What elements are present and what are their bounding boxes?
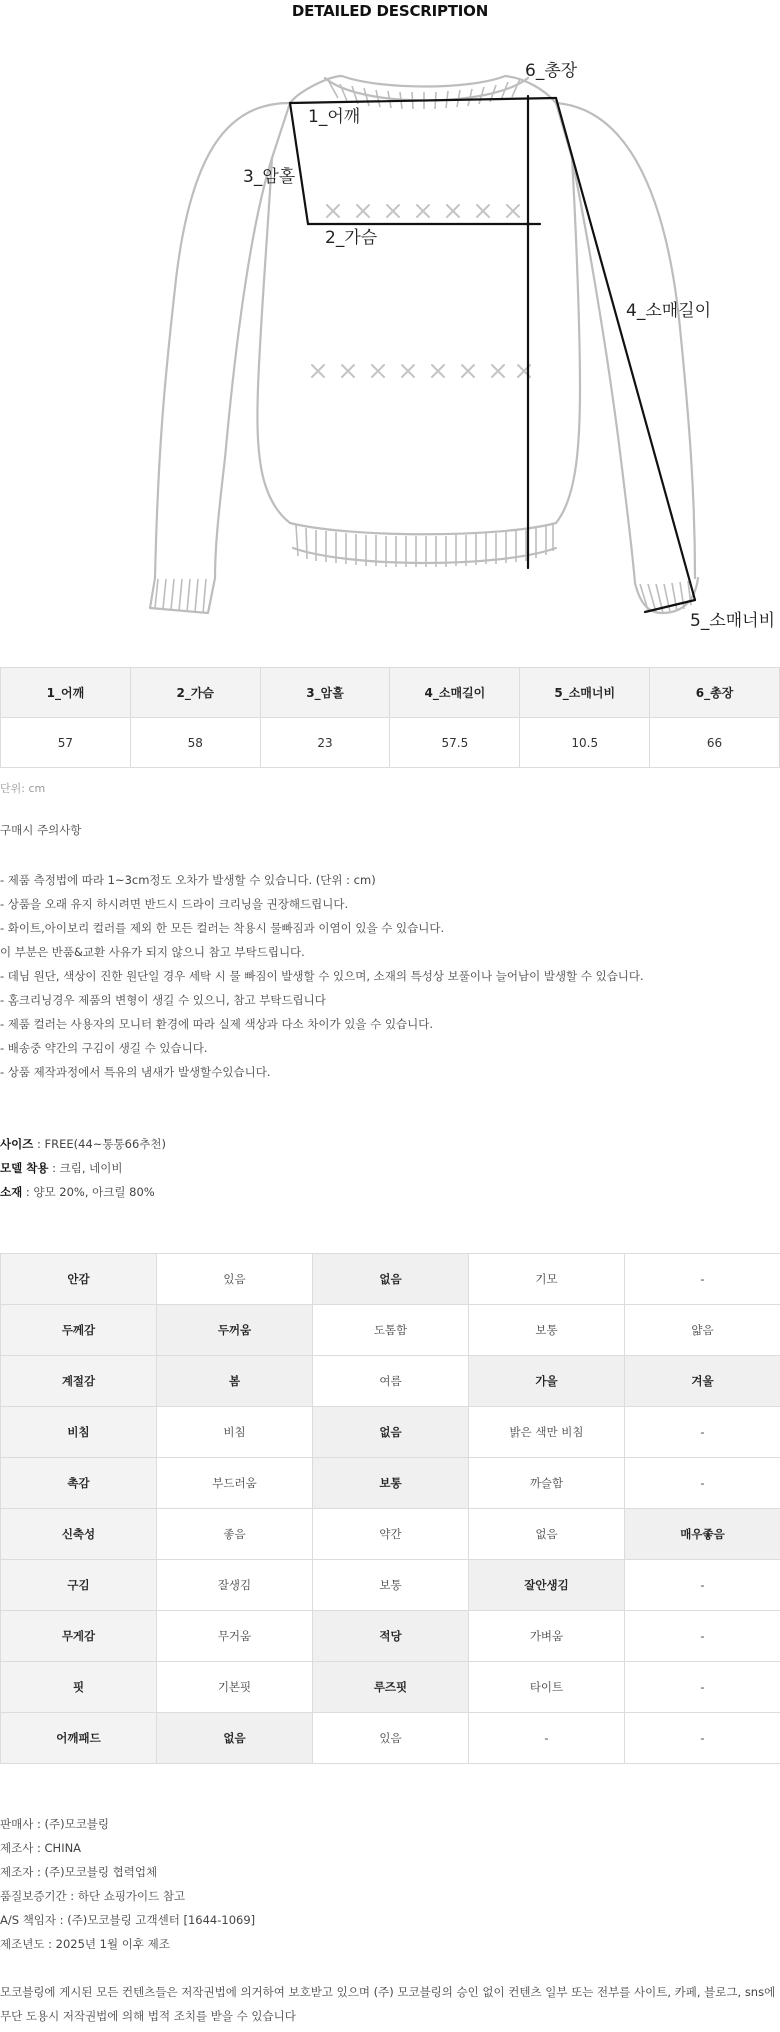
feature-option-selected: 루즈핏 [313,1662,469,1713]
label-sleeve-length: 4_소매길이 [626,301,712,321]
notice-line: - 데님 원단, 색상이 진한 원단일 경우 세탁 시 물 빠짐이 발생할 수 있으며, 소재의 특성상 보풀이나 늘어남이 발생할 수 있습니다. [0,969,644,983]
feature-option: 보통 [469,1305,625,1356]
feature-option: - [469,1713,625,1764]
feature-option: 무거움 [157,1611,313,1662]
size-header-cell: 1_어깨 [1,668,131,718]
feature-option: 있음 [313,1713,469,1764]
shoulder-line [290,98,556,103]
spec-size [0,1132,166,1156]
info-line: 제조년도 : 2025년 1월 이후 제조 [0,1937,170,1951]
feature-option: 도톰함 [313,1305,469,1356]
feature-name: 두께감 [1,1305,157,1356]
feature-option-selected: 겨울 [625,1356,780,1407]
feature-row [1,1713,780,1764]
feature-option: 가벼움 [469,1611,625,1662]
product-spec [0,1132,166,1204]
size-value-cell: 10.5 [520,718,650,768]
page-title: DETAILED DESCRIPTION [291,2,489,20]
size-value-cell: 23 [260,718,390,768]
feature-option: 잘생김 [157,1560,313,1611]
feature-option: 없음 [469,1509,625,1560]
size-header-row [1,668,780,718]
feature-row [1,1407,780,1458]
notice-line: - 상품을 오래 유지 하시려면 반드시 드라이 크리닝을 권장해드립니다. [0,897,349,911]
feature-option-selected: 매우좋음 [625,1509,780,1560]
info-line: 판매사 : (주)모코블링 [0,1817,110,1831]
feature-name: 구김 [1,1560,157,1611]
size-value-cell: 57 [1,718,131,768]
size-table [0,667,780,768]
feature-option: 보통 [313,1560,469,1611]
notice-title: 구매시 주의사항 [0,823,82,837]
feature-name: 안감 [1,1254,157,1305]
feature-option: - [625,1560,780,1611]
spec-material-label: 소재 [0,1185,23,1199]
sweater-illustration [0,28,780,643]
label-shoulder: 1_어깨 [308,107,361,127]
size-value-cell: 66 [650,718,780,768]
feature-option-selected: 두꺼움 [157,1305,313,1356]
spec-material-value: : 양모 20%, 아크릴 80% [22,1185,155,1199]
size-value-cell: 58 [130,718,260,768]
feature-row [1,1356,780,1407]
size-header-cell: 4_소매길이 [390,668,520,718]
notice-line: 이 부분은 반품&교환 사유가 되지 않으니 참고 부탁드립니다. [0,945,305,959]
copyright-notice: 모코블링에 게시된 모든 컨텐츠들은 저작권법에 의거하여 보호받고 있으며 (주) 모코블링의 승인 없이 컨텐츠 일부 또는 전부를 사이트, 카페, 블로그, sns에 무단 도용시 저작권법에 의해 법적 조치를 받을 수 있습니다 [0,1985,776,2023]
notice-line: - 제품 컬러는 사용자의 모니터 환경에 따라 실제 색상과 다소 차이가 있을 수 있습니다. [0,1017,434,1031]
notice-line: - 배송중 약간의 구김이 생길 수 있습니다. [0,1041,208,1055]
feature-option-selected: 보통 [313,1458,469,1509]
sleeve-length-line [556,98,695,600]
label-cuff-width: 5_소매너비 [690,611,776,631]
feature-name: 신축성 [1,1509,157,1560]
feature-name: 무게감 [1,1611,157,1662]
feature-option: 여름 [313,1356,469,1407]
feature-name: 어깨패드 [1,1713,157,1764]
label-chest: 2_가슴 [325,228,378,248]
feature-option: - [625,1458,780,1509]
spec-model-value: : 크림, 네이비 [48,1161,123,1175]
feature-row [1,1662,780,1713]
feature-name: 핏 [1,1662,157,1713]
product-info [0,1812,255,1956]
feature-option: - [625,1611,780,1662]
measurement-diagram [0,28,780,643]
feature-name: 비침 [1,1407,157,1458]
feature-name: 촉감 [1,1458,157,1509]
feature-option-selected: 봄 [157,1356,313,1407]
notice-line: - 화이트,아이보리 컬러를 제외 한 모든 컬러는 착용시 물빠짐과 이염이 있을 수 있습니다. [0,921,445,935]
feature-row [1,1254,780,1305]
feature-option: 얇음 [625,1305,780,1356]
feature-row [1,1560,780,1611]
feature-row [1,1305,780,1356]
spec-model-label: 모델 착용 [0,1161,49,1175]
feature-row [1,1458,780,1509]
feature-option: 비침 [157,1407,313,1458]
size-value-cell: 57.5 [390,718,520,768]
feature-option-selected: 없음 [313,1254,469,1305]
feature-row [1,1611,780,1662]
feature-option: 있음 [157,1254,313,1305]
purchase-notice [0,820,780,1084]
size-header-cell: 2_가슴 [130,668,260,718]
size-header-cell: 5_소매너비 [520,668,650,718]
feature-option: - [625,1407,780,1458]
feature-row [1,1509,780,1560]
spec-material [0,1180,166,1204]
armhole-line [290,103,308,224]
feature-option-selected: 가을 [469,1356,625,1407]
spec-size-value: : FREE(44~통통66추천) [33,1137,166,1151]
feature-option: 밝은 색만 비침 [469,1407,625,1458]
size-value-row [1,718,780,768]
info-line: A/S 책임자 : (주)모코블링 고객센터 [1644-1069] [0,1913,256,1927]
feature-option: 기모 [469,1254,625,1305]
feature-option: 부드러움 [157,1458,313,1509]
notice-line: - 상품 제작과정에서 특유의 냄새가 발생할수있습니다. [0,1065,271,1079]
feature-option: 좋음 [157,1509,313,1560]
spec-model [0,1156,166,1180]
info-line: 제조자 : (주)모코블링 협력업체 [0,1865,158,1879]
unit-note: 단위: cm [0,782,46,795]
feature-option-selected: 없음 [313,1407,469,1458]
size-header-cell: 6_총장 [650,668,780,718]
feature-option: - [625,1662,780,1713]
feature-option-selected: 적당 [313,1611,469,1662]
feature-name: 계절감 [1,1356,157,1407]
info-line: 제조사 : CHINA [0,1841,82,1855]
feature-option: 기본핏 [157,1662,313,1713]
notice-line: - 홈크리닝경우 제품의 변형이 생길 수 있으니, 참고 부탁드립니다 [0,993,326,1007]
label-armhole: 3_암홀 [243,167,296,187]
feature-option: 타이트 [469,1662,625,1713]
feature-option: 까슬함 [469,1458,625,1509]
spec-size-label: 사이즈 [0,1137,34,1151]
feature-option: 약간 [313,1509,469,1560]
feature-option: - [625,1713,780,1764]
size-header-cell: 3_암홀 [260,668,390,718]
notice-line: - 제품 측정법에 따라 1~3cm정도 오차가 발생할 수 있습니다. (단위 : cm) [0,873,376,887]
feature-option-selected: 없음 [157,1713,313,1764]
label-total-length: 6_총장 [525,61,578,81]
feature-option-selected: 잘안생김 [469,1560,625,1611]
feature-option: - [625,1254,780,1305]
feature-table [0,1253,780,1764]
info-line: 품질보증기간 : 하단 쇼핑가이드 참고 [0,1889,186,1903]
